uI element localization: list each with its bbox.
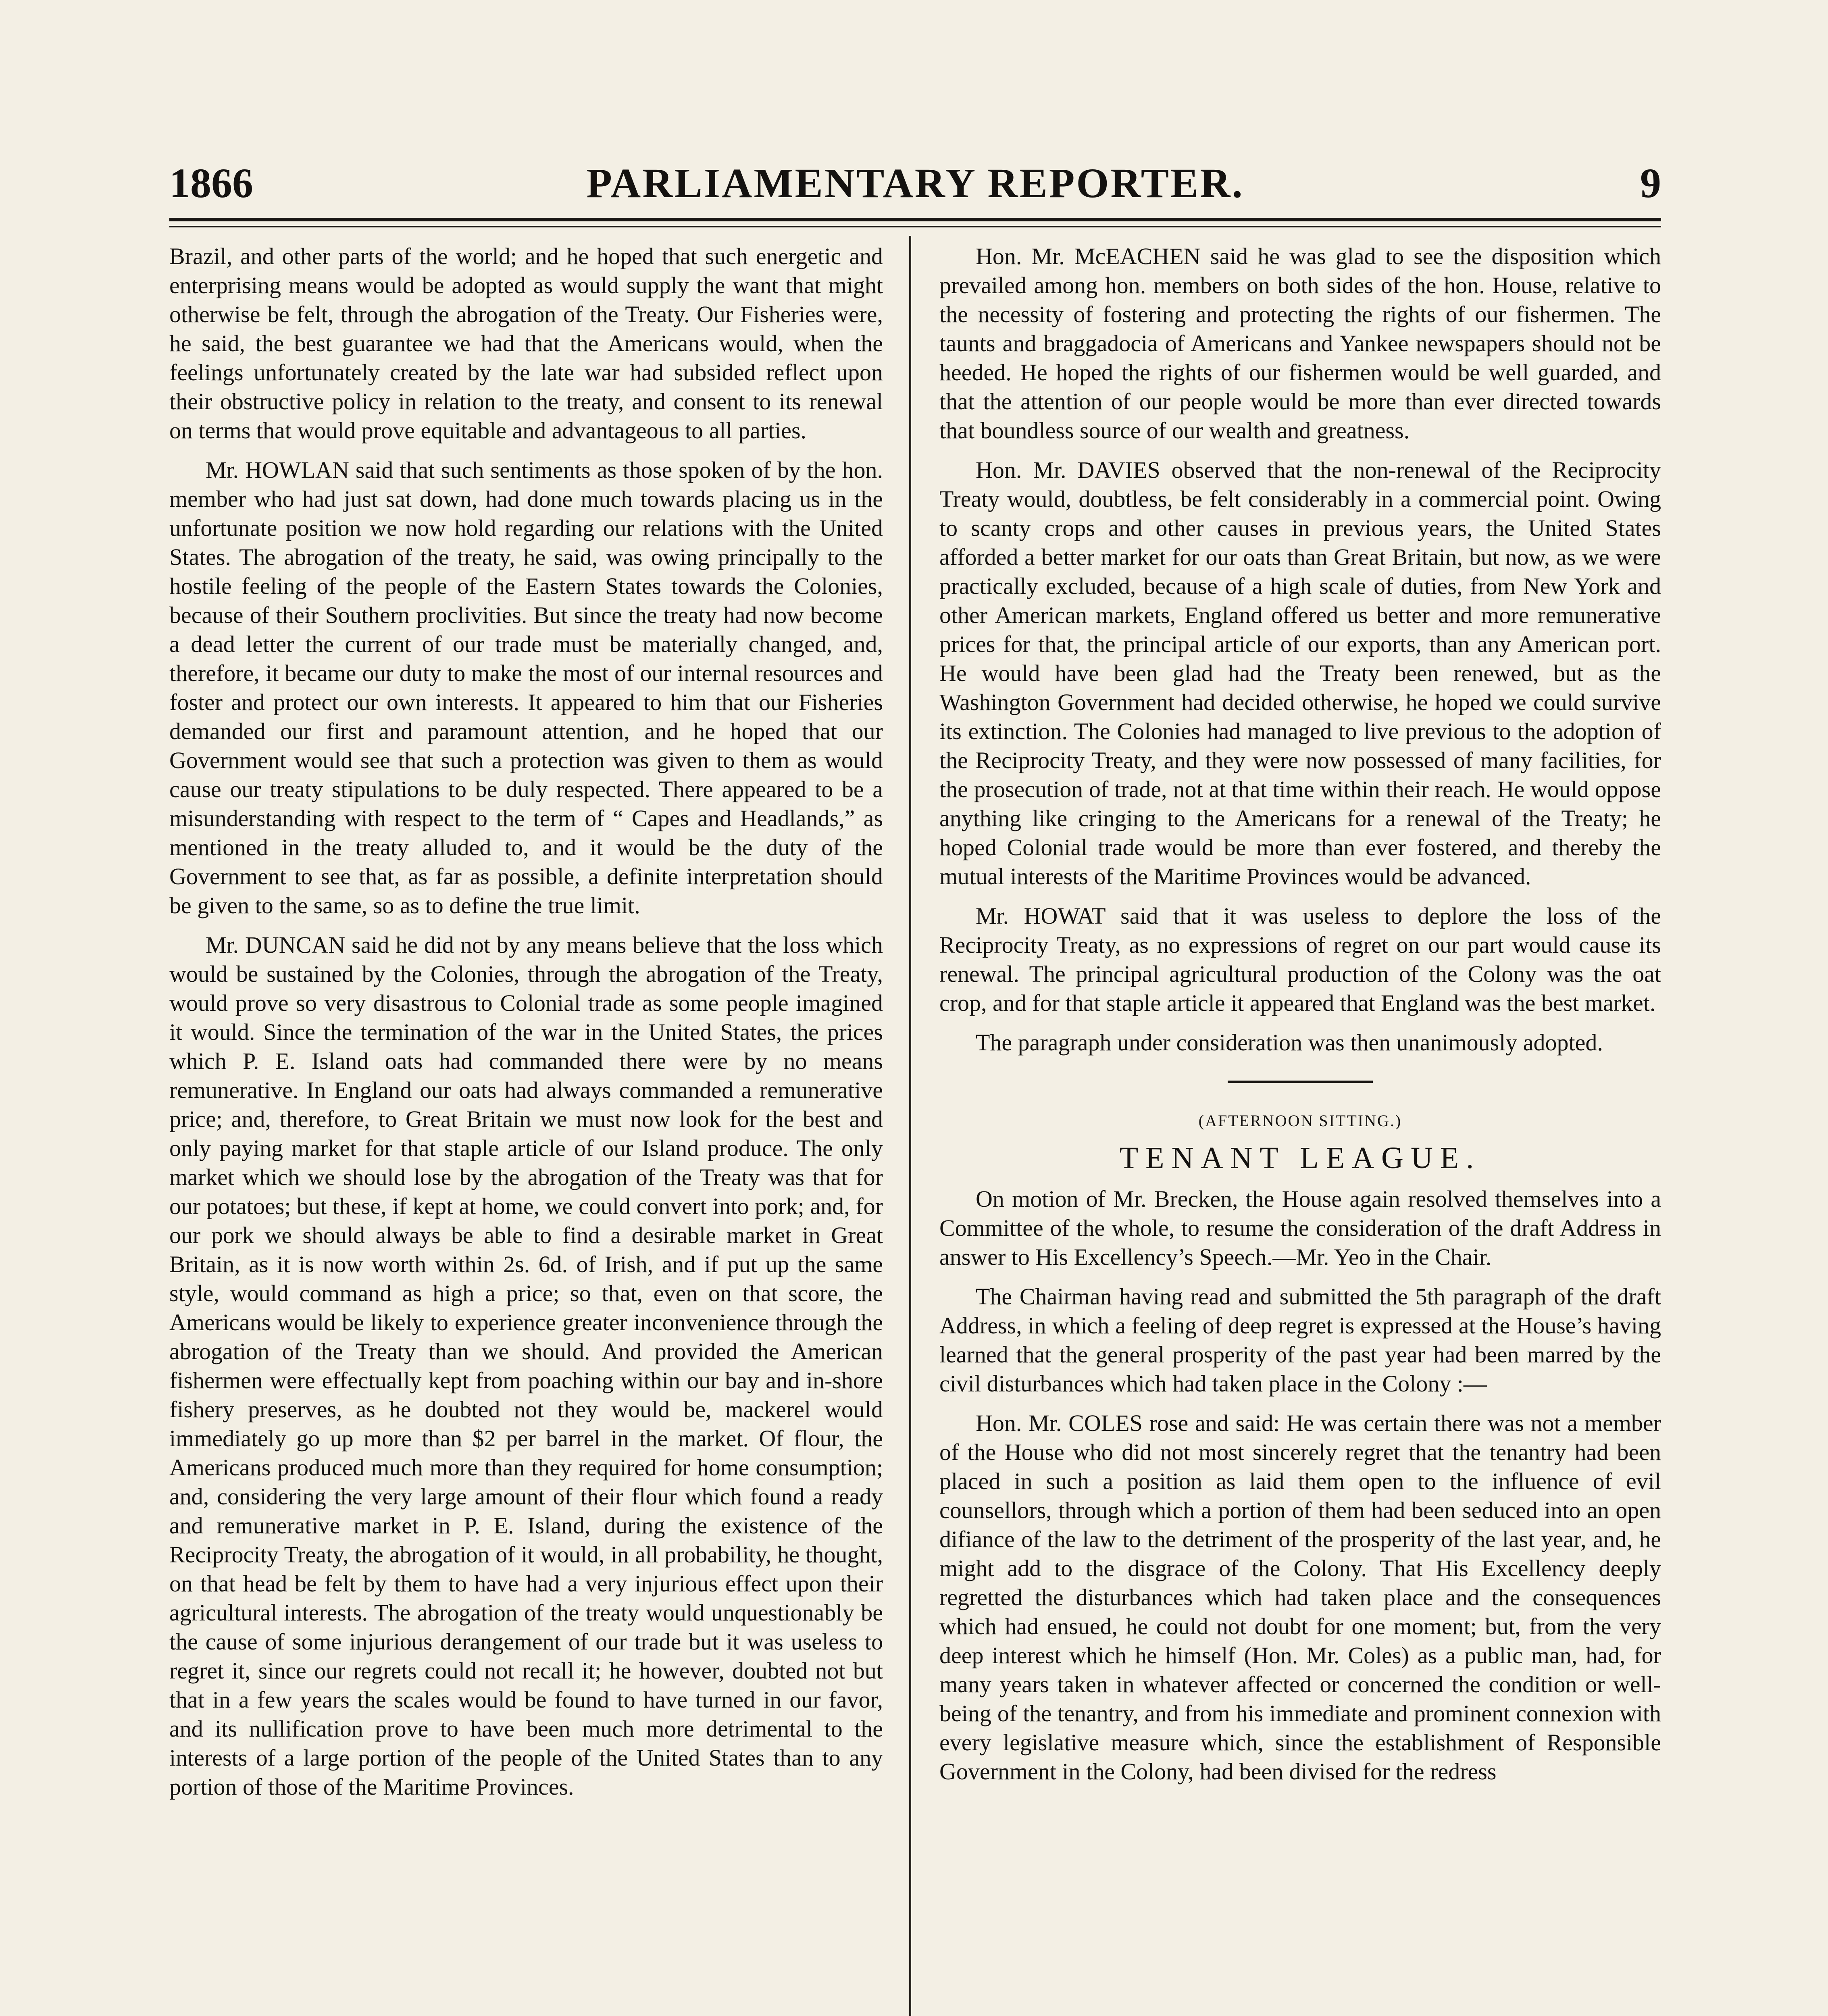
right-paragraph: Hon. Mr. McEACHEN said he was glad to see the disposition which prevailed among hon. members on both sides of the hon. House, relative to the necessity of fostering and protecting the rights of our fishermen. The taunts and braggadocia of Americans and Yankee newspapers should not be heeded. He hoped the rights of our fishermen would be well guarded, and that the attention of our people would be more than ever directed towards that boundless source of our wealth and greatness. [939,243,1661,444]
column-divider [909,236,911,2016]
right-paragraph: The Chairman having read and submitted the 5th paragraph of the draft Address, in which a feeling of deep regret is expressed at the House’s having learned that the general prosperity of the past year had been marred by the civil disturbances which had taken place in the Colony :— [939,1283,1661,1397]
sitting-label: (AFTERNOON SITTING.) [1198,1112,1402,1130]
section-heading: TENANT LEAGUE. [1119,1141,1481,1175]
right-paragraph: Mr. HOWAT said that it was useless to deplore the loss of the Reciprocity Treaty, as no expressions of regret on our part would cause its renewal. The principal agricultural production of the Colony was the oat crop, and for that staple article it appeared that England was the best market. [939,903,1661,1016]
section-separator [1228,1081,1373,1083]
header-rule-thin [169,226,1661,227]
right-paragraph: Hon. Mr. DAVIES observed that the non-renewal of the Reciprocity Treaty would, doubtless, be felt considerably in a commercial point. Owing to scanty crops and other causes in previous years, the United States afforded a better market for our oats than Great Britain, but now, as we were practically excluded, because of a high scale of duties, from New York and other American markets, England offered us better and more remunerative prices for that, the principal article of our exports, than any American port. He would have been glad had the Treaty been renewed, but as the Washington Government had decided otherwise, he hoped we could survive its extinction. The Colonies had managed to live previous to the adoption of the Reciprocity Treaty, and they were now possessed of many facilities, for the prosecution of trade, not at that time within their reach. He would oppose anything like cringing to the Americans for a renewal of the Treaty; he hoped Colonial trade would be more than ever fostered, and thereby the mutual interests of the Maritime Provinces would be advanced. [939,457,1661,889]
left-paragraph: Brazil, and other parts of the world; and he hoped that such energetic and enterprising means would be adopted as would supply the want that might otherwise be felt, through the abrogation of the Treaty. Our Fisheries were, he said, the best guarantee we had that the Americans would, when the feelings unfortunately created by the late war had subsided reflect upon their obstructive policy in relation to the treaty, and consent to its renewal on terms that would prove equitable and advantageous to all parties. [169,243,883,444]
right-paragraph: The paragraph under consideration was then unanimously adopted. [976,1029,1603,1056]
right-paragraph: On motion of Mr. Brecken, the House again resolved themselves into a Committee of the whole, to resume the consideration of the draft Address in answer to His Excellency’s Speech.—Mr. Yeo in the Chair. [939,1186,1661,1270]
left-paragraph: Mr. DUNCAN said he did not by any means believe that the loss which would be sustained by the Colonies, through the abrogation of the Treaty, would prove so very disastrous to Colonial trade as some people imagined it would. Since the termination of the war in the United States, the prices which P. E. Island oats had commanded there were by no means remunerative. In England our oats had always commanded a remunerative price; and, therefore, to Great Britain we must now look for the best and only paying market for that staple article of our Island produce. The only market which we should lose by the abrogation of the Treaty was that for our potatoes; but these, if kept at home, we could convert into pork; and, for our pork we should always be able to find a desirable market in Great Britain, as it is now worth within 2s. 6d. of Irish, and if put up the same style, would command as high a price; so that, even on that score, the Americans would be likely to experience greater inconvenience through the abrogation of the Treaty than we should. And provided the American fishermen were effectually kept from poaching within our bay and in-shore fishery preserves, as he doubted not they would be, mackerel would immediately go up more than $2 per barrel in the market. Of flour, the Americans produced much more than they required for home consumption; and, considering the very large amount of their flour which found a ready and remunerative market in P. E. Island, during the existence of the Reciprocity Treaty, the abrogation of it would, in all probability, he thought, on that head be felt by them to have had a very injurious effect upon their agricultural interests. The abrogation of the treaty would unquestionably be the cause of some injurious derangement of our trade but it was useless to regret it, since our regrets could not recall it; he however, doubted not but that in a few years the scales would be found to have turned in our favor, and its nullification prove to have been much more detrimental to the interests of a large portion of the people of the United States than to any portion of those of the Maritime Provinces. [169,932,883,1800]
header-title: PARLIAMENTARY REPORTER. [586,160,1244,206]
right-column [939,242,1661,1797]
right-paragraph: Hon. Mr. COLES rose and said: He was certain there was not a member of the House who did not most sincerely regret that the tenantry had been placed in such a position as laid them open to the influence of evil counsellors, through which a portion of them had been seduced into an open difiance of the law to the detriment of the prosperity of the last year, and, he might add to the disgrace of the Colony. That His Excellency deeply regretted the disturbances which had taken place and the consequences which had ensued, he could not doubt for one moment; but, from the very deep interest which he himself (Hon. Mr. Coles) as a public man, had, for many years taken in whatever affected or concerned the condition or well-being of the tenantry, and from his immediate and prominent connexion with every legislative measure which, since the establishment of Responsible Government in the Colony, had been divised for the redress [939,1410,1661,1785]
left-column [169,242,883,1812]
header-page-number: 9 [1640,160,1661,206]
left-paragraph: Mr. HOWLAN said that such sentiments as those spoken of by the hon. member who had just sat down, had done much towards placing us in the unfortunate position we now hold regarding our relations with the United States. The abrogation of the treaty, he said, was owing principally to the hostile feeling of the people of the Eastern States towards the Colonies, because of their Southern proclivities. But since the treaty had now become a dead letter the current of our trade must be materially changed, and, therefore, it became our duty to make the most of our internal resources and foster and protect our own interests. It appeared to him that our Fisheries demanded our first and paramount attention, and he hoped that our Government would see that such a protection was given to them as would cause our treaty stipulations to be duly respected. There appeared to be a misunderstanding with respect to the term of “ Capes and Headlands,” as mentioned in the treaty alluded to, and it would be the duty of the Government to see that, as far as possible, a definite interpretation should be given to the same, so as to define the true limit. [169,457,883,918]
header-year: 1866 [169,160,253,206]
page-header [169,159,1661,220]
header-rule-thick [169,218,1661,221]
